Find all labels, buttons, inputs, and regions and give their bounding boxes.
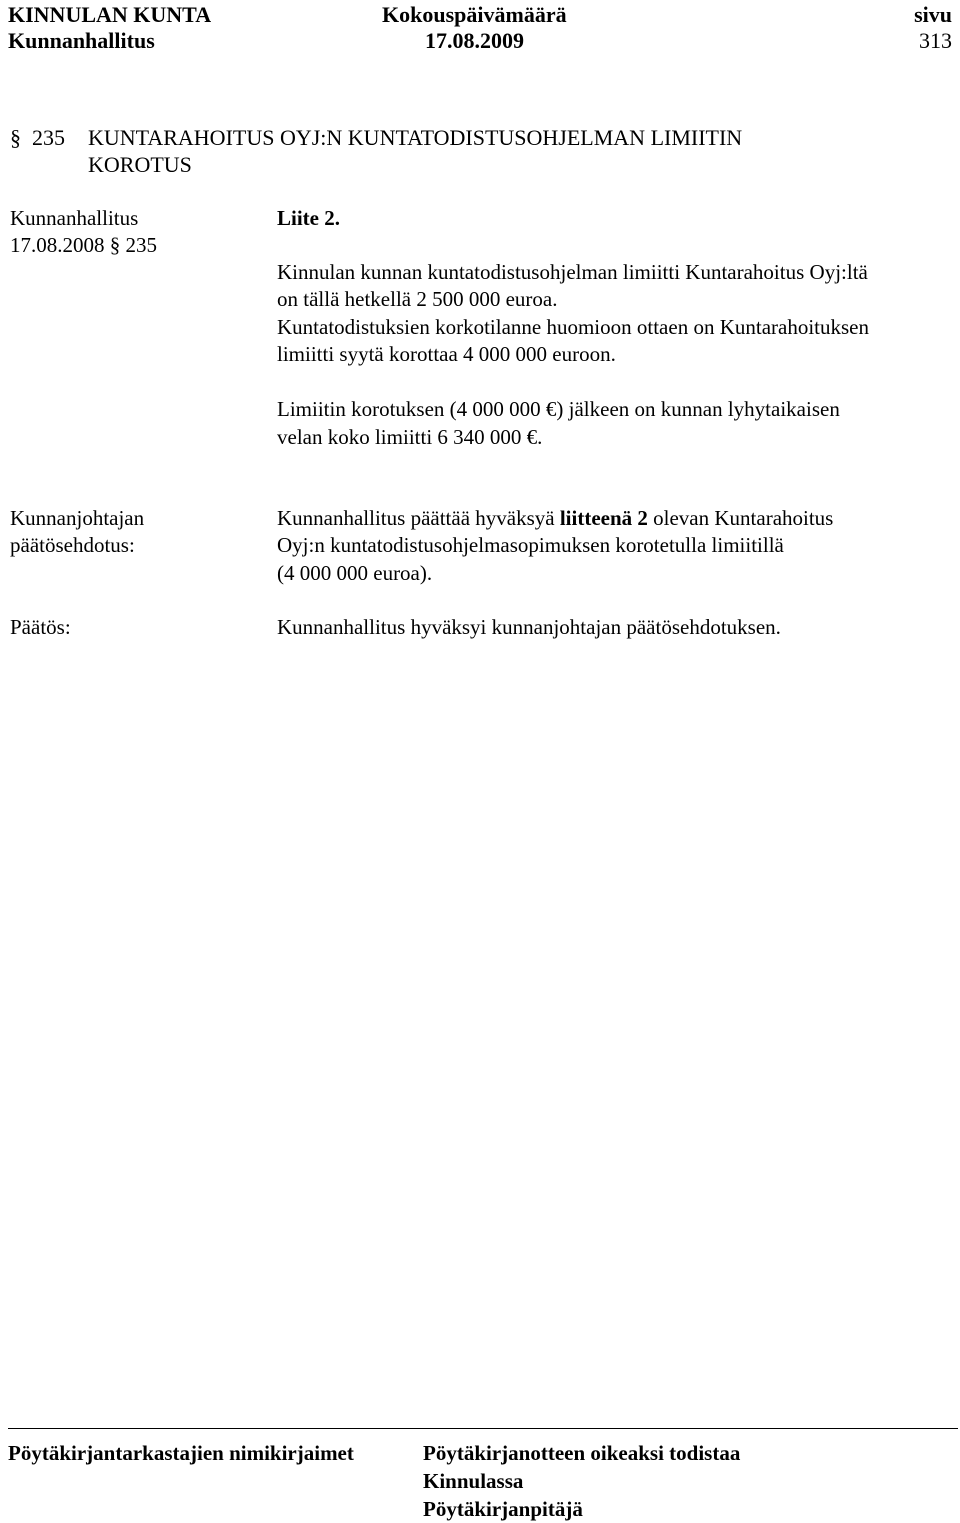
header-body: Kunnanhallitus bbox=[8, 28, 155, 53]
paragraph-1-line-2: on tällä hetkellä 2 500 000 euroa. bbox=[277, 287, 558, 311]
header-date: 17.08.2009 bbox=[425, 28, 524, 53]
attachment-label: Liite 2. bbox=[277, 206, 340, 230]
header-page-label: sivu bbox=[914, 2, 952, 27]
reference-body: Kunnanhallitus bbox=[10, 206, 139, 230]
reference-date-line bbox=[10, 232, 157, 259]
reference-symbol: § bbox=[109, 233, 121, 257]
paragraph-2-line-2: velan koko limiitti 6 340 000 €. bbox=[277, 425, 543, 449]
reference-number: 235 bbox=[125, 233, 157, 257]
footer-divider bbox=[8, 1428, 958, 1429]
reference-date: 17.08.2008 bbox=[10, 233, 105, 257]
proposal-line-1-post: olevan Kuntarahoitus bbox=[647, 506, 834, 530]
proposal-line-2: Oyj:n kuntatodistusohjelmasopimuksen korotetulla limiitillä bbox=[277, 533, 784, 557]
proposal-label-line2: päätösehdotus: bbox=[10, 533, 135, 557]
header-org: KINNULAN KUNTA bbox=[8, 2, 212, 27]
proposal-attachment-ref: liitteenä 2 bbox=[559, 506, 648, 530]
footer-certification: Pöytäkirjanotteen oikeaksi todistaa bbox=[423, 1441, 741, 1465]
paragraph-1-line-3: Kuntatodistuksien korkotilanne huomioon ottaen on Kuntarahoituksen bbox=[277, 315, 869, 339]
footer-secretary: Pöytäkirjanpitäjä bbox=[423, 1497, 583, 1521]
decision-text: Kunnanhallitus hyväksyi kunnanjohtajan päätösehdotuksen. bbox=[277, 615, 781, 639]
proposal-label-line1: Kunnanjohtajan bbox=[10, 506, 145, 530]
header-page-number: 313 bbox=[919, 28, 952, 53]
proposal-line-1-pre: Kunnanhallitus päättää hyväksyä bbox=[277, 506, 560, 530]
section-symbol: § bbox=[10, 125, 21, 150]
paragraph-2-line-1: Limiitin korotuksen (4 000 000 €) jälkeen on kunnan lyhytaikaisen bbox=[277, 397, 840, 421]
section-title-line1: KUNTARAHOITUS OYJ:N KUNTATODISTUSOHJELMAN LIMIITIN bbox=[88, 125, 743, 150]
proposal-line-3: (4 000 000 euroa). bbox=[277, 561, 433, 585]
section-title-line2: KOROTUS bbox=[88, 152, 192, 177]
header-date-label: Kokouspäivämäärä bbox=[382, 2, 567, 27]
footer-place: Kinnulassa bbox=[423, 1469, 524, 1493]
decision-label: Päätös: bbox=[10, 615, 71, 639]
footer-inspectors: Pöytäkirjantarkastajien nimikirjaimet bbox=[8, 1441, 354, 1465]
paragraph-1-line-4: limiitti syytä korottaa 4 000 000 euroon. bbox=[277, 342, 616, 366]
proposal-line-1 bbox=[277, 505, 833, 532]
paragraph-1-line-1: Kinnulan kunnan kuntatodistusohjelman limiitti Kuntarahoitus Oyj:ltä bbox=[277, 260, 868, 284]
section-number: 235 bbox=[32, 125, 65, 150]
